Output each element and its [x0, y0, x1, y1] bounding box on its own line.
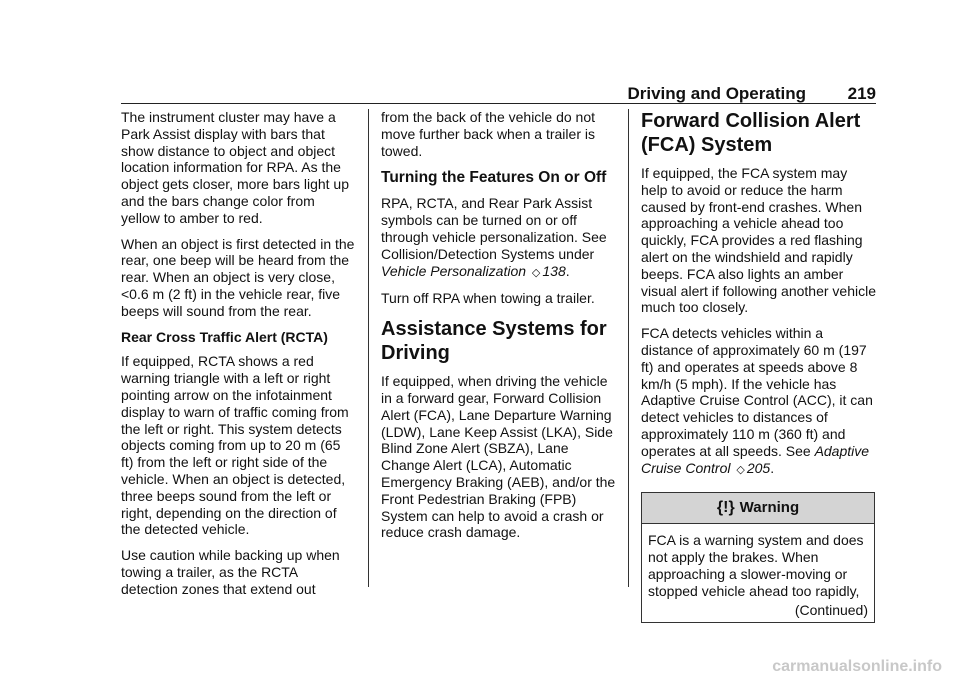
- paragraph: from the back of the vehicle do not move further back when a trailer is towed.: [381, 109, 596, 159]
- warning-header: [642, 493, 874, 524]
- header-divider: [121, 103, 876, 104]
- paragraph: The instrument cluster may have a Park Assist display with bars that show distance to object and object location information for RPA. As the object gets closer, more bars light up and the bars change color from yellow to amber to red.: [121, 109, 350, 226]
- paragraph: Turn off RPA when towing a trailer.: [381, 290, 595, 307]
- warning-triangle-icon: {!}: [716, 499, 735, 517]
- paragraph: If equipped, RCTA shows a red warning triangle with a left or right pointing arrow on the infotainment display to warn of traffic coming from the left or right. This system detects objects coming from up to 20 m (65 ft) from the left or right side of the vehicle. When an object is detected, three beeps sound from the left or right, depending on the direction of the detected vehicle.: [121, 353, 349, 538]
- column-right: [641, 109, 877, 623]
- paragraph: RPA, RCTA, and Rear Park Assist symbols can be turned on or off through vehicle personalization. See Collision/Detection Systems under Vehicle Personalization ◇ 138.: [381, 195, 607, 279]
- page-number: 219: [847, 84, 876, 103]
- paragraph: Use caution while backing up when towing a trailer, as the RCTA detection zones that extend out: [121, 547, 340, 597]
- subheading-rcta: Rear Cross Traffic Alert (RCTA): [121, 328, 328, 345]
- cross-reference-link[interactable]: Adaptive Cruise Control ◇ 205: [641, 442, 870, 476]
- page-reference-icon: ◇: [736, 463, 745, 476]
- heading-fca-system: Forward Collision Alert (FCA) System: [641, 110, 861, 156]
- paragraph: If equipped, when driving the vehicle in a forward gear, Forward Collision Alert (FCA), Lane Departure Warning (LDW), Lane Keep Assist (LKA), Side Blind Zone Alert (SBZA), Lane Change Alert (LCA), Automatic Emergency Braking (AEB), and/or the Front Pedestrian Braking (FPB) System can help to avoid a crash or reduce crash damage.: [381, 373, 616, 541]
- warning-text: FCA is a warning system and does not apply the brakes. When approaching a slower-moving or stopped vehicle ahead too rapidly,: [648, 532, 864, 599]
- cross-reference-link[interactable]: Vehicle Personalization ◇ 138: [381, 262, 566, 279]
- page-reference-icon: ◇: [531, 266, 541, 279]
- continued-label: (Continued): [794, 601, 868, 618]
- column-left: [121, 109, 356, 607]
- watermark: carmanualsonline.info: [772, 658, 942, 675]
- warning-body: [642, 524, 874, 622]
- paragraph: FCA detects vehicles within a distance of approximately 60 m (197 ft) and operates at speeds above 8 km/h (5 mph). If the vehicle has Adaptive Cruise Control (ACC), it can detect vehicles to distances of approximately 110 m (360 ft) and operates at all speeds. See Adaptive Cruise Control ◇ 205.: [641, 325, 873, 476]
- warning-title: Warning: [739, 499, 800, 517]
- heading-turning-features: Turning the Features On or Off: [381, 169, 607, 187]
- heading-assistance-systems: Assistance Systems for Driving: [381, 318, 607, 365]
- page-header: [121, 83, 876, 105]
- section-title: Driving and Operating: [627, 84, 806, 103]
- column-divider: [368, 109, 369, 587]
- paragraph: If equipped, the FCA system may help to avoid or reduce the harm caused by front-end crashes. When approaching a vehicle ahead too quickly, FCA provides a red flashing alert on the windshield and rapidly beeps. FCA also lights an amber visual alert if following another vehicle much too closely.: [641, 165, 877, 316]
- column-divider: [628, 109, 629, 587]
- paragraph: When an object is first detected in the rear, one beep will be heard from the rear. When an object is very close, <0.6 m (2 ft) in the vehicle rear, five beeps will sound from the rear.: [121, 235, 355, 319]
- column-middle: [381, 109, 616, 550]
- warning-box: [641, 492, 875, 623]
